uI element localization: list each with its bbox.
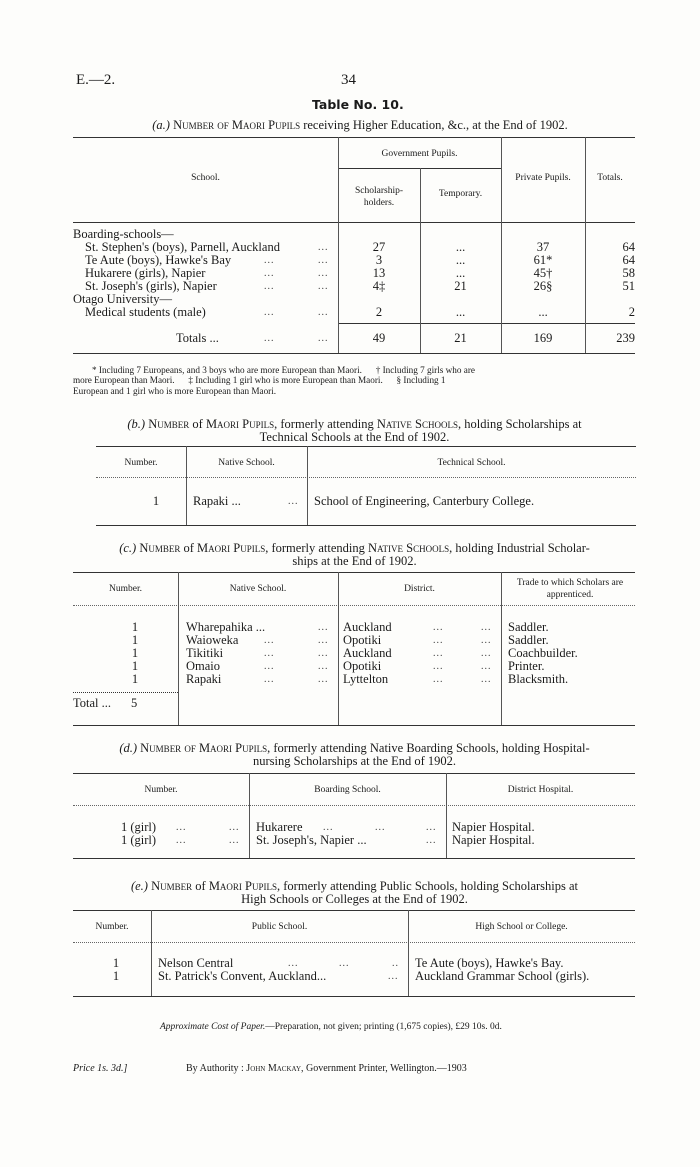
section-b-caption-sc: Native Schools, xyxy=(376,417,462,431)
col-temporary-header: Temporary. xyxy=(438,189,483,199)
table-c-cell: Coachbuilder. xyxy=(508,646,578,660)
leader-dots: ... xyxy=(264,648,275,659)
table-d-cell: Napier Hospital. xyxy=(452,833,535,847)
table-b-cell: School of Engineering, Canterbury College. xyxy=(314,494,535,508)
section-e-caption xyxy=(73,879,636,893)
table-e-cell: Nelson Central xyxy=(158,956,234,970)
section-b-caption-of: of xyxy=(192,417,203,431)
table-d-header-rule xyxy=(73,805,635,806)
table-a-cell: 3 xyxy=(375,253,383,267)
leader-dots: ... xyxy=(264,333,275,344)
section-e-caption-line-2: High Schools or Colleges at the End of 1902. xyxy=(241,892,468,906)
leader-dots: ... xyxy=(433,648,444,659)
table-b-top-rule xyxy=(96,446,636,447)
table-a-row-label: St. Joseph's (girls), Napier xyxy=(85,279,217,293)
table-a-cell: ... xyxy=(455,266,466,280)
table-a-cell: 37 xyxy=(536,240,550,254)
leader-dots: ... xyxy=(339,958,350,969)
col-public-school-header: Public School. xyxy=(251,922,308,932)
leader-dots: ... xyxy=(264,255,275,266)
section-a-letter: (a.) xyxy=(152,118,170,132)
leader-dots: ... xyxy=(318,648,329,659)
table-a-cell: ... xyxy=(455,240,466,254)
table-a-total-rule xyxy=(338,323,635,324)
table-a-bottom-rule xyxy=(73,353,635,354)
table-e-top-rule xyxy=(73,910,635,911)
table-a-total-cell: 239 xyxy=(616,331,635,345)
section-d-caption-rest: formerly attending Native Boarding Schools, holding Hospital- xyxy=(273,741,590,755)
authority-label: By Authority : xyxy=(186,1063,244,1074)
leader-dots: ... xyxy=(318,635,329,646)
table-c-cell: Omaio xyxy=(186,659,221,673)
section-b-letter: (b.) xyxy=(127,417,146,431)
table-c-cell: Tikitiki xyxy=(186,646,224,660)
cost-text: —Preparation, not given; printing (1,675 copies), £29 10s. 0d. xyxy=(265,1022,502,1032)
table-d-cell: Hukarere xyxy=(256,820,303,834)
section-b-caption-sc: Number xyxy=(148,417,190,431)
table-c-bottom-rule xyxy=(73,725,635,726)
table-c-cell: Auckland xyxy=(343,646,392,660)
table-c-cell: Printer. xyxy=(508,659,545,673)
col-number-header: Number. xyxy=(144,785,178,795)
table-c-top-rule xyxy=(73,572,635,573)
table-a-cell: 61* xyxy=(533,253,553,267)
table-a-totals-label: Totals ... xyxy=(176,331,219,345)
section-c-letter: (c.) xyxy=(119,541,137,555)
table-b-bottom-rule xyxy=(96,525,636,526)
document-reference: E.—2. xyxy=(76,72,116,88)
section-a-caption-sc: Number of Maori Pupils xyxy=(173,118,301,132)
col-number-header: Number. xyxy=(109,584,142,594)
table-a-top-rule xyxy=(73,137,635,138)
table-a-cell: 58 xyxy=(622,266,635,280)
table-a-cell: 2 xyxy=(628,305,635,319)
table-c-cell: Wharepahika ... xyxy=(186,620,266,634)
table-d-bottom-rule xyxy=(73,858,635,859)
section-e-caption-rest: formerly attending Public Schools, holding Scholarships at xyxy=(283,879,579,893)
table-d-cell: Napier Hospital. xyxy=(452,820,535,834)
leader-dots: ... xyxy=(375,822,386,833)
table-e-header-rule xyxy=(73,942,635,943)
table-c-cell: Saddler. xyxy=(508,620,549,634)
leader-dots: ... xyxy=(229,822,240,833)
col-technical-school-header: Technical School. xyxy=(437,458,506,468)
leader-dots: ... xyxy=(288,496,299,507)
section-d-caption-sc: Number of Maori Pupils, xyxy=(140,741,271,755)
leader-dots: ... xyxy=(481,622,492,633)
leader-dots: ... xyxy=(318,281,329,292)
col-private-header: Private Pupils. xyxy=(515,173,571,183)
table-c-total-rule xyxy=(73,692,178,693)
table-a-cell: 21 xyxy=(454,279,467,293)
table-c-cell: Saddler. xyxy=(508,633,549,647)
table-c-cell: Auckland xyxy=(343,620,392,634)
leader-dots: ... xyxy=(318,661,329,672)
table-a-total-cell: 49 xyxy=(372,331,386,345)
col-totals-header: Totals. xyxy=(597,173,623,183)
leader-dots: ... xyxy=(433,674,444,685)
leader-dots: ... xyxy=(433,635,444,646)
table-c-total-label: Total ... xyxy=(73,696,112,710)
table-c-total-value: 5 xyxy=(131,696,138,710)
table-c-cell: Opotiki xyxy=(343,659,382,673)
col-number-header: Number. xyxy=(95,922,129,932)
table-a-row-label: Hukarere (girls), Napier xyxy=(85,266,206,280)
table-d-cell: 1 (girl) xyxy=(121,820,157,834)
leader-dots: ... xyxy=(176,835,187,846)
section-c-caption-rest: holding Industrial Scholar- xyxy=(455,541,590,555)
col-district-header: District. xyxy=(404,584,435,594)
leader-dots: ... xyxy=(288,958,299,969)
col-native-school-header: Native School. xyxy=(229,584,287,594)
leader-dots: ... xyxy=(229,835,240,846)
section-c-caption xyxy=(73,541,636,555)
table-a-total-cell: 21 xyxy=(454,331,467,345)
table-a-cell: 4‡ xyxy=(372,279,386,293)
section-b-caption-rest: holding Scholarships at xyxy=(464,417,582,431)
footnote-line-2: more European than Maori. ‡ Including 1 girl who is more European than Maori. § Including 1 xyxy=(73,375,446,385)
table-e-cell: St. Patrick's Convent, Auckland... xyxy=(158,969,327,983)
table-title: Table No. 10. xyxy=(312,97,404,112)
cost-label: Approximate Cost of Paper. xyxy=(160,1022,266,1032)
leader-dots: ... xyxy=(318,242,329,253)
leader-dots: ... xyxy=(264,635,275,646)
leader-dots: .. xyxy=(392,958,399,969)
section-a-caption-rest: receiving Higher Education, &c., at the End of 1902. xyxy=(303,118,568,132)
leader-dots: ... xyxy=(264,674,275,685)
leader-dots: ... xyxy=(481,674,492,685)
table-a-cell: 27 xyxy=(372,240,386,254)
leader-dots: ... xyxy=(264,281,275,292)
section-e-caption-sc: Maori Pupils, xyxy=(208,879,281,893)
section-c-caption-sc: Native Schools, xyxy=(367,541,453,555)
leader-dots: ... xyxy=(426,835,437,846)
page-number: 34 xyxy=(341,72,356,88)
col-school-header: School. xyxy=(191,173,220,183)
table-c-cell: Waioweka xyxy=(186,633,239,647)
leader-dots: ... xyxy=(264,307,275,318)
table-a-row-label: Medical students (male) xyxy=(85,305,206,319)
section-c-caption-of: of xyxy=(183,541,194,555)
leader-dots: ... xyxy=(323,822,334,833)
printer-details: Government Printer, Wellington.—1903 xyxy=(306,1063,467,1074)
table-c-divider-3 xyxy=(501,572,502,725)
table-c-cell: 1 xyxy=(131,633,139,647)
table-e-cell: 1 xyxy=(112,956,120,970)
section-b-caption-line-2: Technical Schools at the End of 1902. xyxy=(259,430,450,444)
section-c-caption-sc: Number xyxy=(139,541,181,555)
leader-dots: ... xyxy=(176,822,187,833)
leader-dots: ... xyxy=(481,648,492,659)
table-d-cell: 1 (girl) xyxy=(121,833,157,847)
footnote-line-3: European and 1 girl who is more European than Maori. xyxy=(73,386,277,396)
table-c-header-rule xyxy=(73,605,635,606)
leader-dots: ... xyxy=(264,268,275,279)
table-b-header-rule xyxy=(96,477,636,478)
table-e-bottom-rule xyxy=(73,996,635,997)
section-e-caption-of: of xyxy=(195,879,206,893)
table-a-row-label: Te Aute (boys), Hawke's Bay xyxy=(85,253,232,267)
leader-dots: ... xyxy=(318,333,329,344)
section-d-caption xyxy=(73,741,636,755)
table-a-cell: 45† xyxy=(533,266,553,280)
section-b-caption xyxy=(73,417,636,431)
leader-dots: ... xyxy=(433,622,444,633)
table-c-cell: Rapaki xyxy=(186,672,222,686)
table-d-cell: St. Joseph's, Napier ... xyxy=(256,833,367,847)
table-a-cell: 64 xyxy=(622,253,635,267)
table-a-cell: ... xyxy=(455,253,466,267)
printer-name: John Mackay, xyxy=(246,1063,304,1074)
table-e-cell: Auckland Grammar School (girls). xyxy=(415,969,590,983)
table-a-row-label: Otago University— xyxy=(73,292,172,306)
table-c-cell: Blacksmith. xyxy=(508,672,569,686)
table-a-row-label: Boarding-schools— xyxy=(73,227,174,241)
section-c-caption-sc: Maori Pupils, xyxy=(197,541,269,555)
price: Price 1s. 3d.] xyxy=(73,1063,128,1074)
leader-dots: ... xyxy=(318,255,329,266)
leader-dots: ... xyxy=(264,661,275,672)
table-a-cell: 64 xyxy=(622,240,635,254)
table-e-cell: 1 xyxy=(112,969,120,983)
printer-authority xyxy=(186,1063,467,1074)
section-c-caption-line-2: ships at the End of 1902. xyxy=(292,554,417,568)
leader-dots: ... xyxy=(481,635,492,646)
table-b-cell: 1 xyxy=(152,494,160,508)
table-a-cell: ... xyxy=(538,305,548,319)
table-a-cell: 51 xyxy=(622,279,635,293)
leader-dots: ... xyxy=(388,971,399,982)
table-a-cell: 26§ xyxy=(533,279,553,293)
col-native-school-header: Native School. xyxy=(218,458,275,468)
table-c-cell: 1 xyxy=(131,620,139,634)
leader-dots: ... xyxy=(318,307,329,318)
col-government-header: Government Pupils. xyxy=(381,149,458,159)
col-district-hospital-header: District Hospital. xyxy=(507,785,574,795)
col-scholarship-header: Scholarship-holders. xyxy=(354,186,404,208)
section-d-caption-line-2: nursing Scholarships at the End of 1902. xyxy=(252,754,457,768)
table-c-cell: 1 xyxy=(131,646,139,660)
section-e-caption-sc: Number xyxy=(151,879,193,893)
section-a-caption xyxy=(60,118,660,132)
table-c-cell: Opotiki xyxy=(343,633,382,647)
leader-dots: ... xyxy=(318,622,329,633)
table-a-row-label: St. Stephen's (boys), Parnell, Auckland xyxy=(85,240,280,254)
table-a-cell: 13 xyxy=(372,266,386,280)
table-c-cell: 1 xyxy=(131,659,139,673)
section-d-letter: (d.) xyxy=(119,741,138,755)
section-e-letter: (e.) xyxy=(130,879,148,893)
col-trade-header: Trade to which Scholars are apprenticed. xyxy=(516,578,624,600)
leader-dots: ... xyxy=(481,661,492,672)
section-c-caption-mid: formerly attending xyxy=(271,541,365,555)
leader-dots: ... xyxy=(318,268,329,279)
table-b-cell: Rapaki ... xyxy=(193,494,241,508)
leader-dots: ... xyxy=(433,661,444,672)
section-b-caption-mid: formerly attending xyxy=(280,417,374,431)
leader-dots: ... xyxy=(318,674,329,685)
table-e-cell: Te Aute (boys), Hawke's Bay. xyxy=(415,956,564,970)
col-boarding-school-header: Boarding School. xyxy=(314,785,381,795)
col-number-header: Number. xyxy=(124,458,158,468)
footnote-line-1: * Including 7 Europeans, and 3 boys who are more European than Maori. † Including 7 girls who are xyxy=(92,365,475,375)
table-c-cell: 1 xyxy=(131,672,139,686)
table-a-cell: 2 xyxy=(375,305,383,319)
cost-of-paper-note xyxy=(160,1022,580,1032)
leader-dots: ... xyxy=(426,822,437,833)
table-a-header-rule xyxy=(73,222,635,223)
col-high-school-header: High School or College. xyxy=(475,922,568,932)
table-d-top-rule xyxy=(73,773,635,774)
table-c-cell: Lyttelton xyxy=(343,672,389,686)
section-b-caption-sc: Maori Pupils, xyxy=(205,417,278,431)
table-a-total-cell: 169 xyxy=(533,331,553,345)
table-a-cell: ... xyxy=(455,305,466,319)
